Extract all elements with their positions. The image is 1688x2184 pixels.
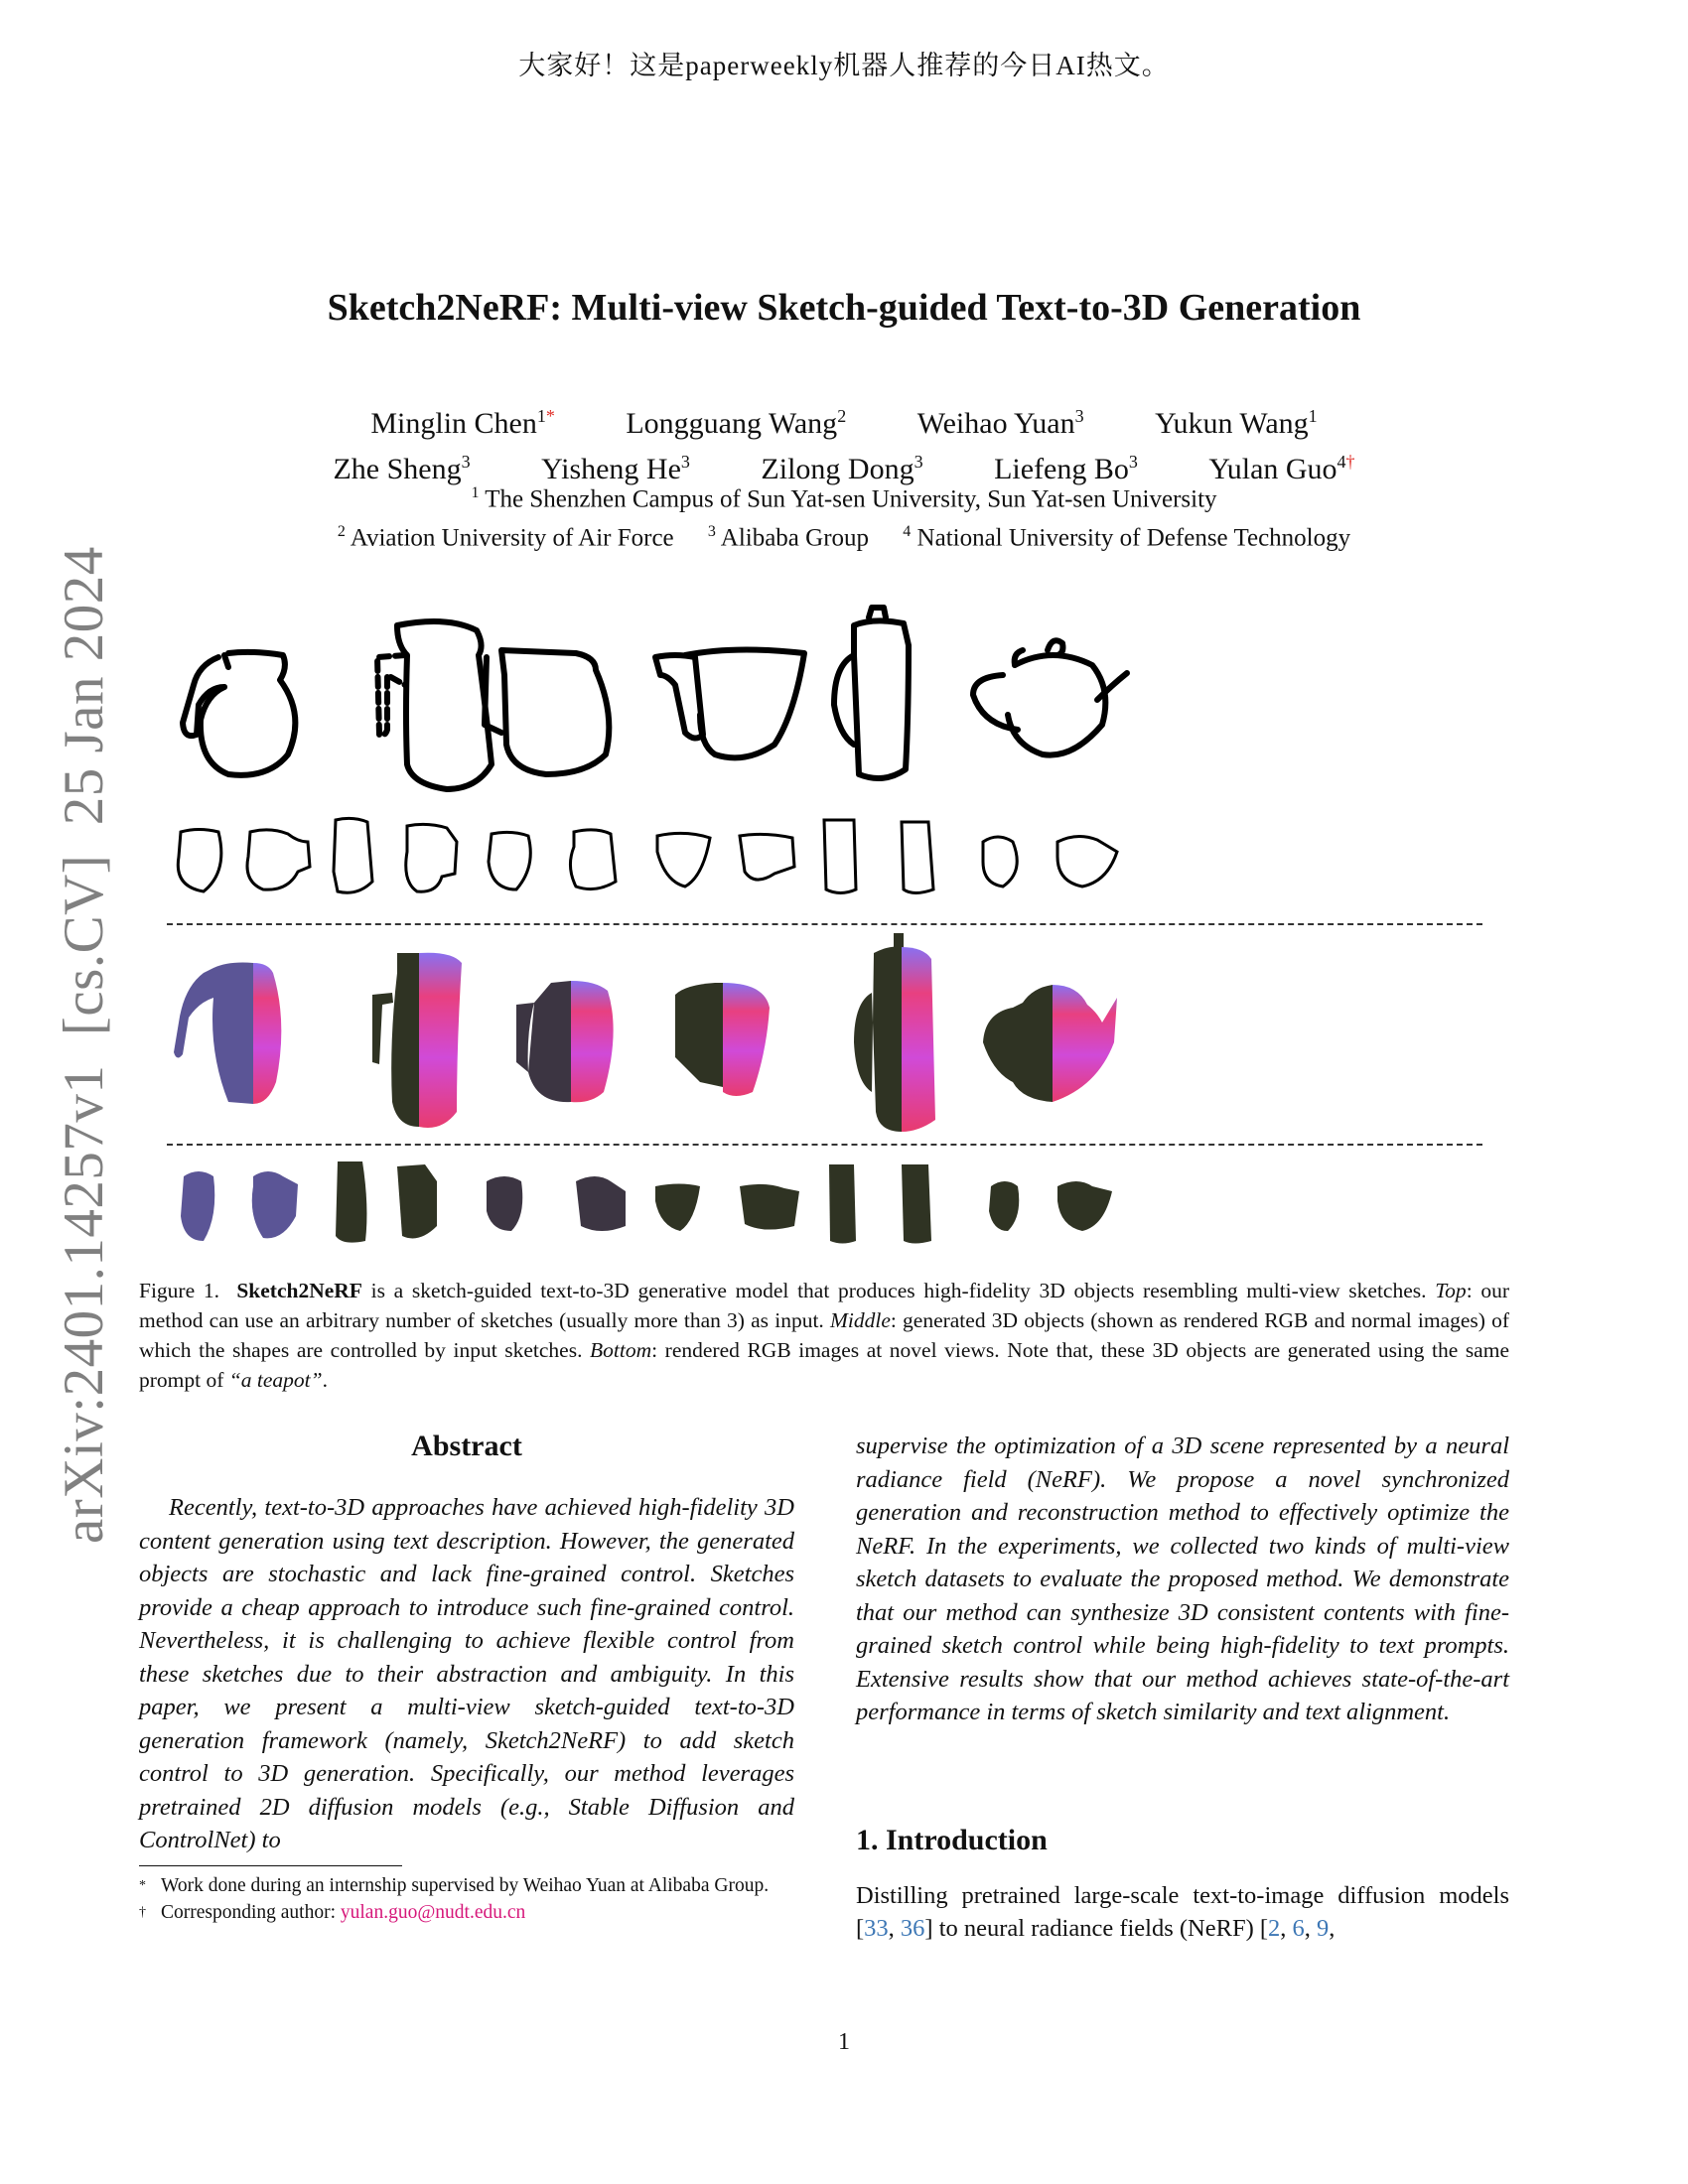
sketch-cup-icon: [655, 649, 804, 757]
author: Yukun Wang$^1$: [1155, 406, 1318, 440]
left-column: [139, 1430, 794, 1926]
citation-link[interactable]: 9: [1317, 1915, 1330, 1942]
affiliation-3: Alibaba Group: [720, 524, 870, 552]
novel-view-thumbnails-icon: [181, 1161, 1112, 1244]
author: Weihao Yuan$^3$: [916, 406, 1084, 440]
render-jug-icon: [174, 963, 281, 1104]
author-email-link[interactable]: yulan.guo@nudt.edu.cn: [340, 1901, 526, 1923]
abstract-text-right: supervise the optimization of a 3D scene represented by a neural radiance field (NeRF). We propose a novel synchronized generation and reconstruction method to effectively optimize the NeRF. In the experiments, we collected two kinds of multi-view sketch datasets to evaluate the proposed method. We demonstrate that our method can synthesize 3D consistent contents with fine-grained sketch control while being high-fidelity to text prompts. Extensive results show that our method achieves state-of-the-art performance in terms of sketch similarity and text alignment.: [856, 1433, 1509, 1725]
render-pot-icon: [516, 981, 614, 1102]
introduction-heading: 1. Introduction: [856, 1823, 1048, 1856]
affiliation-4: National University of Defense Technology: [916, 524, 1351, 552]
render-french-press-icon: [854, 933, 935, 1132]
paper-title: Sketch2NeRF: Multi-view Sketch-guided Text-to-3D Generation: [327, 287, 1361, 329]
abstract-heading: Abstract: [411, 1430, 522, 1462]
render-row-small: [159, 1157, 1489, 1246]
citation-link[interactable]: 6: [1292, 1915, 1305, 1942]
sketch-pitcher-icon: [377, 621, 492, 789]
sketch-french-press-icon: [834, 608, 909, 778]
author: Longguang Wang$^2$: [626, 406, 847, 440]
sketch-row-large: [159, 596, 1489, 794]
arxiv-stamp: arXiv:2401.14257v1 [cs.CV] 25 Jan 2024: [53, 546, 115, 1544]
sketch-teapot-icon: [973, 640, 1127, 754]
divider-top: [167, 923, 1482, 925]
footnote-1: * Work done during an internship supervised by Weihao Yuan at Alibaba Group.: [139, 1874, 770, 1896]
affiliation-2: Aviation University of Air Force: [350, 524, 674, 552]
figure-caption: Figure 1. Sketch2NeRF is a sketch-guided text-to-3D generative model that produces high-fidelity 3D objects resembling multi-view sketches. Top: our method can use an arbitrary number of sketches (usually more than 3) as input. Middle: generated 3D objects (shown as rendered RGB and normal images) of which the shapes are controlled by input sketches. Bottom: rendered RGB images at novel views. Note that, these 3D objects are generated using the same prompt of “a teapot”.: [139, 1279, 1510, 1392]
citation-link[interactable]: 33: [864, 1915, 889, 1942]
sketch-thumbnails-icon: [178, 818, 1117, 892]
footnote-2: † Corresponding author: yulan.guo@nudt.edu.cn: [139, 1901, 526, 1923]
render-pitcher-icon: [372, 953, 462, 1128]
author: Zilong Dong$^3$: [761, 452, 923, 485]
author-list: [0, 397, 1688, 488]
author-row-2: [0, 443, 1688, 488]
author: Liefeng Bo$^3$: [994, 452, 1138, 485]
affiliation-1: $^1$ The Shenzhen Campus of Sun Yat-sen University, Sun Yat-sen University: [471, 484, 1217, 513]
render-row-large: [159, 933, 1489, 1132]
banner: 大家好！这是paperweekly机器人推荐的今日AI热文。: [518, 51, 1170, 80]
citation-link[interactable]: 2: [1268, 1915, 1281, 1942]
page-number: 1: [838, 2029, 850, 2055]
introduction-text: Distilling pretrained large-scale text-to-image diffusion models [33, 36] to neural radiance fields (NeRF) [2, 6, 9,: [856, 1881, 1509, 1942]
sketch-row-small: [159, 812, 1489, 896]
render-teapot-icon: [983, 985, 1117, 1102]
footnotes: [139, 1872, 794, 1926]
author-row-1: [0, 397, 1688, 443]
divider-bottom: [167, 1144, 1482, 1146]
figure-1: [159, 596, 1489, 1251]
affiliation-row-2: $^2$ Aviation University of Air Force $^3$ Alibaba Group $^4$ National University of Defense Technology: [337, 523, 1351, 552]
sketch-jug-icon: [183, 652, 295, 775]
author: Yulan Guo$^{4\dagger}$: [1208, 452, 1355, 485]
render-cup-icon: [675, 983, 770, 1096]
right-column: [856, 1430, 1509, 1946]
abstract-text-left: Recently, text-to-3D approaches have achieved high-fidelity 3D content generation using text description. However, the generated objects are stochastic and lack fine-grained control. Sketches provide a cheap approach to introduce such fine-grained control. Nevertheless, it is challenging to achieve flexible control from these sketches due to their abstraction and ambiguity. In this paper, we present a multi-view sketch-guided text-to-3D generation framework (namely, Sketch2NeRF) to add sketch control to 3D generation. Specifically, our method leverages pretrained 2D diffusion models (e.g., Stable Diffusion and ControlNet) to: [139, 1494, 794, 1853]
sketch-pot-icon: [485, 650, 609, 774]
author: Yisheng He$^3$: [541, 452, 690, 485]
footnote-rule: [139, 1865, 402, 1866]
author: Minglin Chen$^{1*}$: [370, 406, 555, 440]
citation-link[interactable]: 36: [900, 1915, 925, 1942]
author: Zhe Sheng$^3$: [333, 452, 471, 485]
